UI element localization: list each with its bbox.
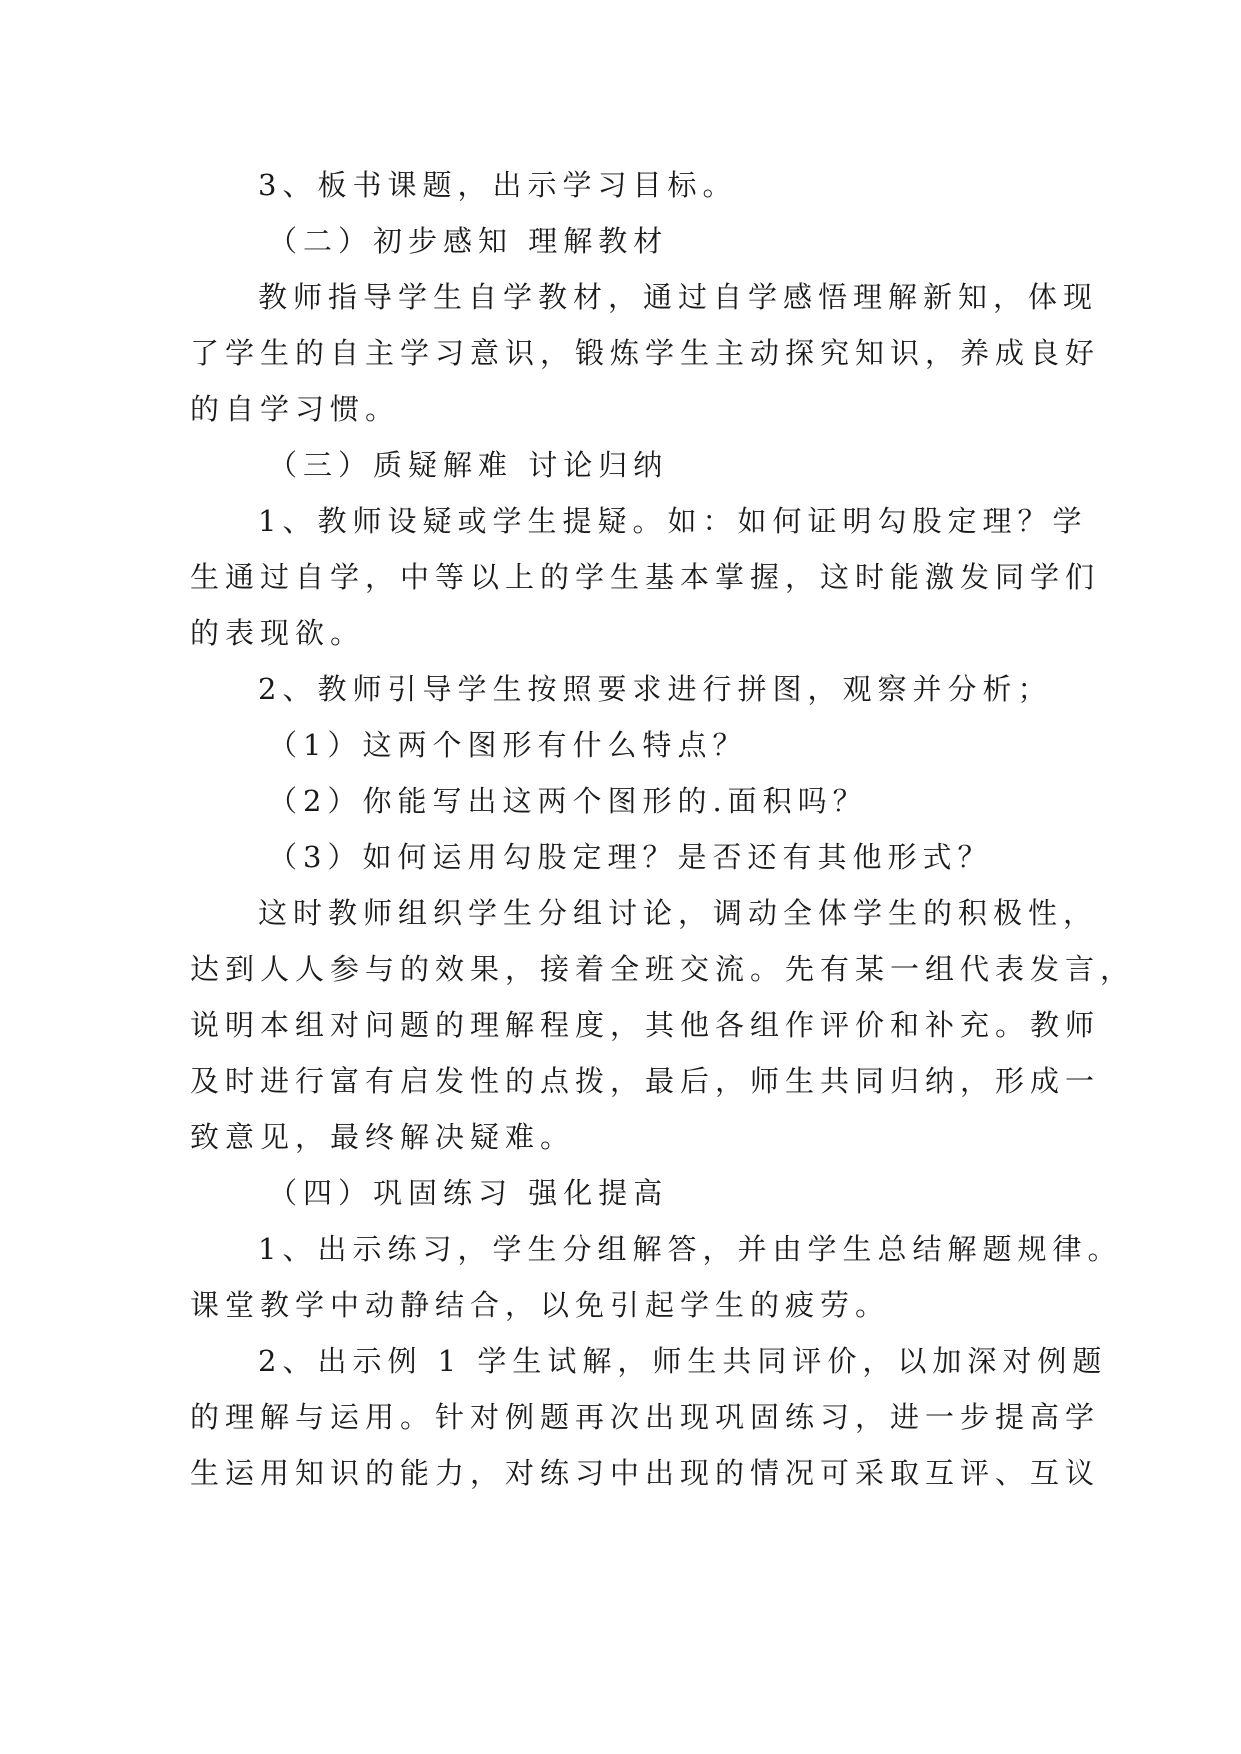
text-line: 3、板书课题，出示学习目标。	[258, 168, 738, 202]
text-line: 2、出示例 1 学生试解，师生共同评价，以加深对例题	[258, 1344, 1108, 1378]
text-line: 了学生的自主学习意识，锻炼学生主动探究知识，养成良好	[190, 336, 1101, 370]
text-line: 的自学习惯。	[190, 392, 401, 426]
section-heading: （三）质疑解难 讨论归纳	[268, 448, 669, 482]
text-line: 的表现欲。	[190, 616, 366, 650]
text-line: 教师指导学生自学教材，通过自学感悟理解新知，体现	[258, 280, 1099, 314]
text-line: 生运用知识的能力，对练习中出现的情况可采取互评、互议	[190, 1456, 1101, 1490]
text-line: 生通过自学，中等以上的学生基本掌握，这时能激发同学们	[190, 560, 1101, 594]
text-line: 说明本组对问题的理解程度，其他各组作评价和补充。教师	[190, 1008, 1101, 1042]
text-line: 2、教师引导学生按照要求进行拼图，观察并分析；	[258, 672, 1053, 706]
text-line: 及时进行富有启发性的点拨，最后，师生共同归纳，形成一	[190, 1064, 1101, 1098]
text-line: 课堂教学中动静结合，以免引起学生的疲劳。	[190, 1288, 891, 1322]
text-line: 的理解与运用。针对例题再次出现巩固练习，进一步提高学	[190, 1400, 1101, 1434]
text-line: 致意见，最终解决疑难。	[190, 1120, 576, 1154]
section-heading: （四）巩固练习 强化提高	[268, 1176, 669, 1210]
text-line: 达到人人参与的效果，接着全班交流。先有某一组代表发言，	[190, 952, 1136, 986]
text-line: 1、教师设疑或学生提疑。如：如何证明勾股定理？学	[258, 504, 1088, 538]
text-line: 这时教师组织学生分组讨论，调动全体学生的积极性，	[258, 896, 1099, 930]
list-item: （2）你能写出这两个图形的.面积吗？	[268, 784, 868, 818]
list-item: （1）这两个图形有什么特点？	[268, 728, 748, 762]
text-line: 1、出示练习，学生分组解答，并由学生总结解题规律。	[258, 1232, 1123, 1266]
section-heading: （二）初步感知 理解教材	[268, 224, 669, 258]
list-item: （3）如何运用勾股定理？是否还有其他形式？	[268, 840, 993, 874]
